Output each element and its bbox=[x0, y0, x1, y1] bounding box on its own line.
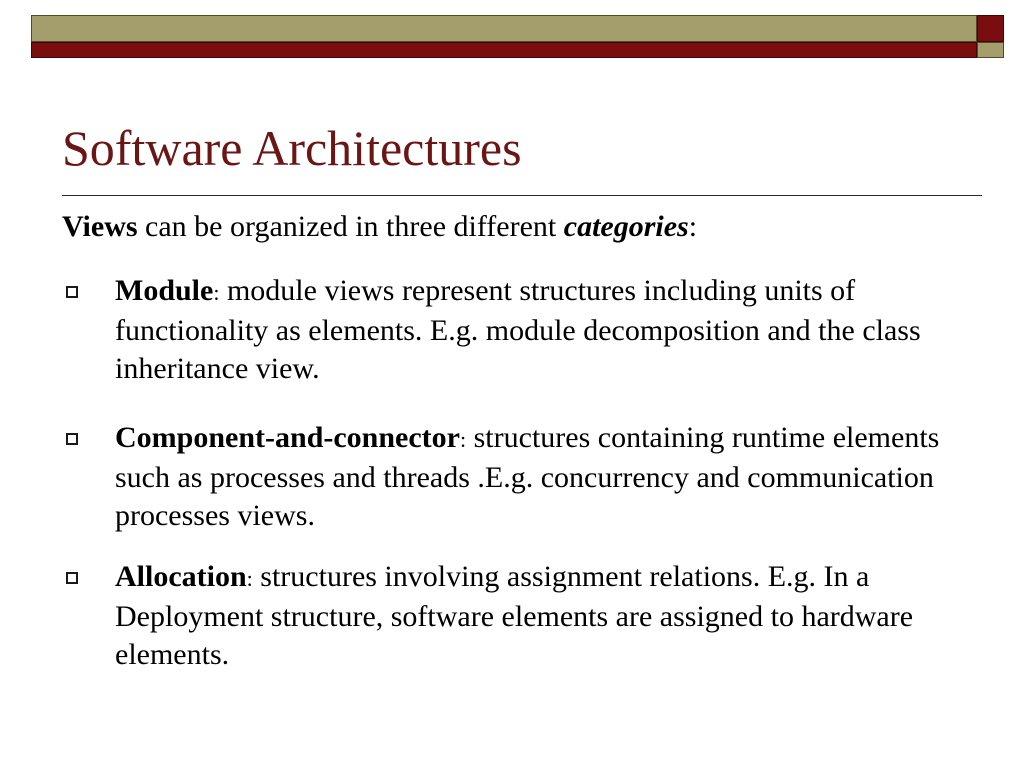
bullet-item-module bbox=[62, 272, 982, 388]
bullet-separator: : bbox=[246, 566, 253, 591]
bullet-body: structures involving assignment relations. E.g. In a Deployment structure, software elements are assigned to hardware elements. bbox=[115, 560, 914, 671]
bullet-term: Component-and-connector bbox=[115, 421, 460, 454]
hollow-square-bullet-icon bbox=[66, 286, 78, 298]
bullet-body: module views represent structures including units of functionality as elements. E.g. module decomposition and the class inheritance view. bbox=[115, 274, 921, 385]
slide-title: Software Architectures bbox=[62, 120, 522, 176]
bullet-text bbox=[115, 558, 982, 674]
bullet-item-component-and-connector bbox=[62, 419, 982, 535]
header-bar-olive bbox=[31, 15, 977, 42]
intro-middle: can be organized in three different bbox=[137, 210, 564, 243]
bullet-text bbox=[115, 272, 982, 388]
header-bar-maroon bbox=[31, 42, 977, 58]
intro-line bbox=[62, 207, 697, 247]
hollow-square-bullet-icon bbox=[66, 433, 78, 445]
bullet-separator: : bbox=[460, 427, 467, 452]
intro-emphasis: categories bbox=[563, 210, 689, 243]
header-square-maroon bbox=[977, 15, 1004, 42]
header-square-olive bbox=[977, 42, 1004, 58]
bullet-item-allocation bbox=[62, 558, 982, 674]
intro-lead: Views bbox=[62, 210, 138, 243]
bullet-text bbox=[115, 419, 982, 535]
bullet-separator: : bbox=[213, 280, 220, 305]
title-divider bbox=[62, 195, 982, 196]
hollow-square-bullet-icon bbox=[66, 572, 78, 584]
bullet-term: Module bbox=[115, 274, 214, 307]
bullet-term: Allocation bbox=[115, 560, 247, 593]
intro-tail: : bbox=[688, 210, 698, 243]
bullet-body: structures containing runtime elements such as processes and threads .E.g. concurrency and communication processes views. bbox=[115, 421, 940, 532]
